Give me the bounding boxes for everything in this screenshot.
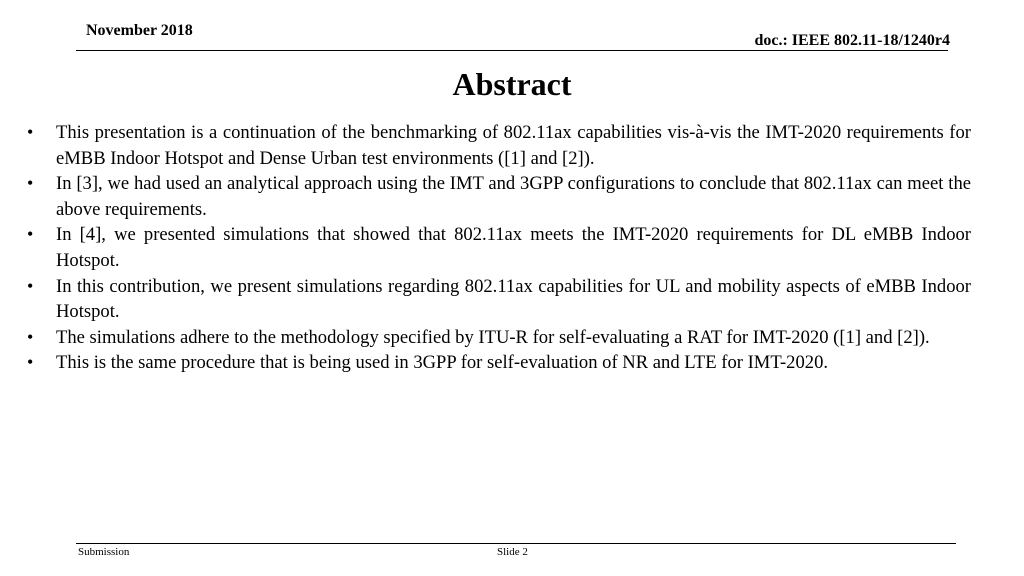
bullet-dot-icon: •	[27, 122, 34, 142]
footer-submission: Submission	[78, 546, 130, 558]
bullet-dot-icon: •	[27, 352, 34, 373]
bullet-text: This presentation is a continuation of the benchmarking of 802.11ax capabilities vis-à-vis the IMT-2020 requirements for eMBB Indoor Hotspot and Dense Urban test environments ([1] and [2]).	[56, 122, 971, 169]
bullet-item	[27, 120, 971, 171]
bullet-item	[27, 325, 971, 351]
slide-title: Abstract	[452, 66, 572, 102]
bullet-dot-icon: •	[27, 275, 34, 296]
bullet-list	[27, 120, 971, 376]
bullet-text: The simulations adhere to the methodology specified by ITU-R for self-evaluating a RAT for IMT-2020 ([1] and [2]).	[56, 326, 930, 348]
bullet-text: In this contribution, we present simulations regarding 802.11ax capabilities for UL and mobility aspects of eMBB Indoor Hotspot.	[56, 275, 971, 323]
bullet-dot-icon: •	[27, 173, 34, 194]
header-date: November 2018	[86, 22, 193, 39]
bullet-item	[27, 350, 971, 376]
bullet-dot-icon: •	[27, 224, 34, 245]
header-doc-id: doc.: IEEE 802.11-18/1240r4	[754, 32, 950, 49]
bullet-dot-icon: •	[27, 326, 34, 347]
bullet-text: In [3], we had used an analytical approach using the IMT and 3GPP configurations to conclude that 802.11ax can meet the above requirements.	[56, 173, 971, 220]
bullet-text: In [4], we presented simulations that showed that 802.11ax meets the IMT-2020 requirements for DL eMBB Indoor Hotspot.	[56, 224, 971, 271]
bullet-item	[27, 222, 971, 273]
bullet-text: This is the same procedure that is being used in 3GPP for self-evaluation of NR and LTE for IMT-2020.	[56, 352, 829, 374]
footer-slide-number: Slide 2	[497, 546, 528, 558]
bullet-item	[27, 171, 971, 222]
bullet-item	[27, 274, 971, 325]
footer-divider	[76, 543, 956, 544]
header-divider	[76, 50, 948, 51]
